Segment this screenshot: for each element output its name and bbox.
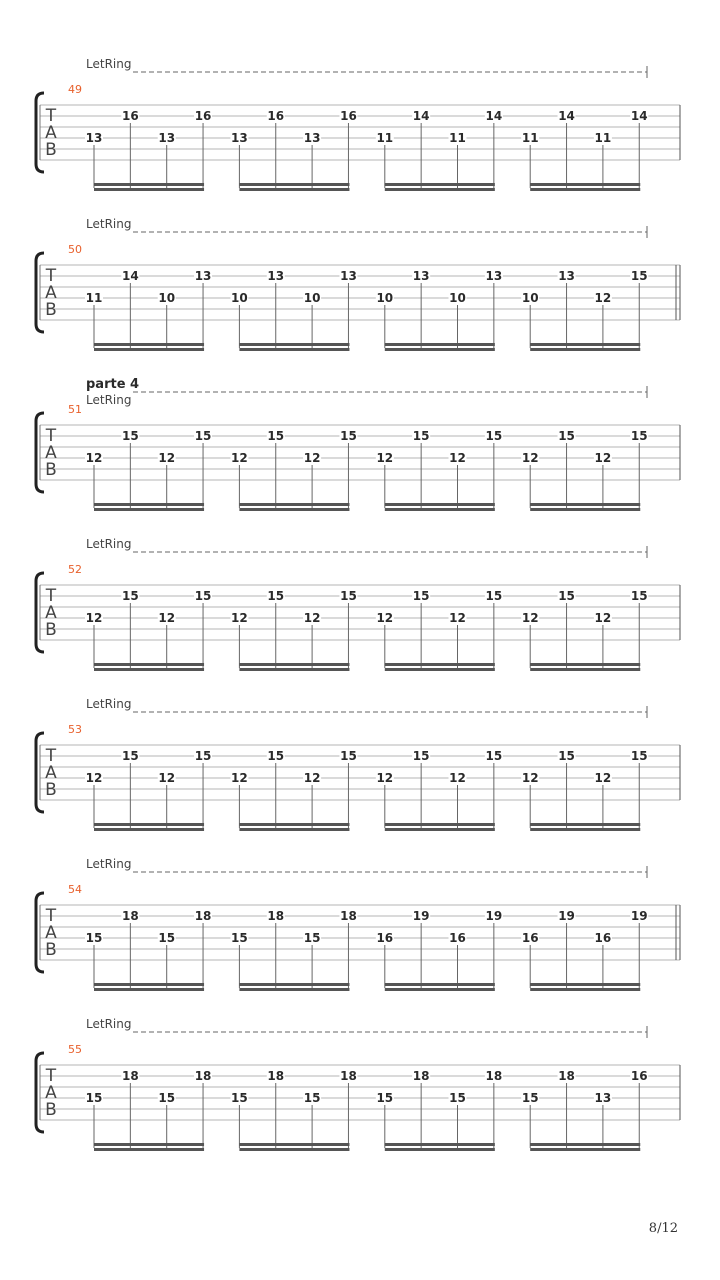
fret-number-high: 14 <box>121 269 139 283</box>
fret-number-high: 14 <box>485 109 503 123</box>
fret-number-high: 15 <box>558 429 575 443</box>
beam-secondary <box>94 188 204 191</box>
fret-number-high: 15 <box>267 589 285 603</box>
letring-label: LetRing <box>86 393 132 407</box>
measure-number: 54 <box>68 883 82 896</box>
fret-number-low: 12 <box>85 451 103 465</box>
beam-primary <box>94 1143 204 1146</box>
fret-number-low: 16 <box>594 931 612 945</box>
measure-number: 50 <box>68 243 82 256</box>
tab-clef-letter: B <box>45 1100 57 1120</box>
fret-number-high: 18 <box>340 1069 357 1083</box>
letring-label: LetRing <box>86 857 132 871</box>
beam-secondary <box>385 188 495 191</box>
fret-number-low: 12 <box>303 611 321 625</box>
beam-primary <box>239 663 349 666</box>
fret-number-low: 12 <box>449 611 466 625</box>
fret-number-high: 15 <box>412 589 430 603</box>
beam-primary <box>530 1143 640 1146</box>
beam-primary <box>385 1143 495 1146</box>
beam-secondary <box>385 508 495 511</box>
measure-number: 49 <box>68 83 82 96</box>
beam-secondary <box>530 1148 640 1151</box>
beam-secondary <box>94 1148 204 1151</box>
tab-clef-letter: T <box>45 586 57 606</box>
fret-number-high: 15 <box>121 429 139 443</box>
fret-number-high: 15 <box>558 589 575 603</box>
tab-system <box>36 697 680 831</box>
fret-number-high: 19 <box>630 909 648 923</box>
tab-system <box>36 377 680 511</box>
fret-number-low: 12 <box>158 611 176 625</box>
fret-number-high: 15 <box>340 589 357 603</box>
beam-secondary <box>239 348 349 351</box>
letring-label: LetRing <box>86 1017 132 1031</box>
fret-number-high: 18 <box>121 1069 139 1083</box>
fret-number-high: 15 <box>340 429 357 443</box>
letring-label: LetRing <box>86 537 132 551</box>
beam-secondary <box>239 1148 349 1151</box>
fret-number-high: 15 <box>630 749 648 763</box>
fret-number-high: 13 <box>267 269 285 283</box>
fret-number-high: 18 <box>121 909 139 923</box>
fret-number-low: 15 <box>158 931 176 945</box>
fret-number-low: 12 <box>231 611 248 625</box>
fret-number-high: 18 <box>340 909 357 923</box>
tab-system <box>36 57 680 191</box>
fret-number-high: 16 <box>194 109 212 123</box>
beam-primary <box>385 983 495 986</box>
beam-secondary <box>239 668 349 671</box>
beam-secondary <box>94 348 204 351</box>
fret-number-low: 10 <box>449 291 466 305</box>
tab-clef-letter: B <box>45 940 57 960</box>
beam-primary <box>239 983 349 986</box>
fret-number-high: 13 <box>485 269 503 283</box>
fret-number-low: 12 <box>449 451 466 465</box>
beam-primary <box>385 823 495 826</box>
fret-number-high: 15 <box>485 589 503 603</box>
letring-label: LetRing <box>86 57 132 71</box>
fret-number-low: 15 <box>231 931 248 945</box>
tab-clef-letter: A <box>45 923 57 943</box>
fret-number-low: 13 <box>231 131 248 145</box>
fret-number-low: 12 <box>521 611 539 625</box>
fret-number-low: 15 <box>303 931 321 945</box>
fret-number-high: 18 <box>267 909 285 923</box>
fret-number-low: 12 <box>158 451 176 465</box>
page-number: 8/12 <box>648 1221 678 1236</box>
fret-number-high: 13 <box>412 269 430 283</box>
beam-secondary <box>94 508 204 511</box>
beam-secondary <box>385 348 495 351</box>
fret-number-high: 19 <box>412 909 430 923</box>
tab-clef-letter: A <box>45 1083 57 1103</box>
beam-secondary <box>385 988 495 991</box>
fret-number-low: 16 <box>449 931 466 945</box>
beam-primary <box>385 183 495 186</box>
tab-clef-letter: A <box>45 603 57 623</box>
fret-number-low: 12 <box>594 291 612 305</box>
fret-number-high: 15 <box>412 429 430 443</box>
fret-number-high: 14 <box>630 109 648 123</box>
fret-number-low: 15 <box>158 1091 176 1105</box>
fret-number-low: 12 <box>376 451 394 465</box>
letring-label: LetRing <box>86 697 132 711</box>
fret-number-low: 15 <box>85 931 103 945</box>
fret-number-low: 10 <box>521 291 539 305</box>
measure-number: 53 <box>68 723 82 736</box>
beam-secondary <box>385 1148 495 1151</box>
beam-primary <box>239 183 349 186</box>
fret-number-high: 15 <box>340 749 357 763</box>
fret-number-high: 15 <box>194 589 212 603</box>
beam-primary <box>239 823 349 826</box>
fret-number-low: 12 <box>303 451 321 465</box>
tab-clef-letter: T <box>45 1066 57 1086</box>
fret-number-low: 10 <box>158 291 176 305</box>
beam-secondary <box>530 508 640 511</box>
beam-primary <box>530 663 640 666</box>
tab-clef-letter: T <box>45 266 57 286</box>
fret-number-low: 12 <box>158 771 176 785</box>
fret-number-low: 12 <box>303 771 321 785</box>
fret-number-low: 12 <box>231 771 248 785</box>
fret-number-high: 19 <box>485 909 503 923</box>
fret-number-high: 15 <box>485 429 503 443</box>
beam-primary <box>94 823 204 826</box>
fret-number-high: 13 <box>558 269 575 283</box>
fret-number-low: 12 <box>85 611 103 625</box>
fret-number-high: 15 <box>121 749 139 763</box>
beam-primary <box>94 183 204 186</box>
fret-number-low: 12 <box>376 771 394 785</box>
fret-number-high: 15 <box>630 269 648 283</box>
fret-number-low: 12 <box>521 451 539 465</box>
fret-number-low: 12 <box>594 611 612 625</box>
beam-primary <box>239 343 349 346</box>
beam-secondary <box>239 188 349 191</box>
fret-number-low: 12 <box>594 771 612 785</box>
beam-primary <box>94 663 204 666</box>
beam-secondary <box>239 828 349 831</box>
fret-number-low: 11 <box>85 291 103 305</box>
beam-secondary <box>239 988 349 991</box>
fret-number-low: 11 <box>449 131 466 145</box>
beam-primary <box>530 503 640 506</box>
beam-primary <box>94 343 204 346</box>
fret-number-high: 15 <box>121 589 139 603</box>
fret-number-low: 16 <box>376 931 394 945</box>
fret-number-low: 10 <box>376 291 394 305</box>
fret-number-low: 11 <box>594 131 612 145</box>
fret-number-low: 12 <box>594 451 612 465</box>
fret-number-low: 12 <box>231 451 248 465</box>
fret-number-low: 11 <box>521 131 539 145</box>
tab-clef-letter: A <box>45 443 57 463</box>
fret-number-low: 12 <box>376 611 394 625</box>
fret-number-low: 15 <box>303 1091 321 1105</box>
beam-primary <box>530 343 640 346</box>
fret-number-high: 16 <box>267 109 285 123</box>
section-label: parte 4 <box>86 377 140 392</box>
beam-primary <box>385 343 495 346</box>
fret-number-high: 16 <box>121 109 139 123</box>
tab-clef-letter: B <box>45 780 57 800</box>
fret-number-high: 15 <box>630 589 648 603</box>
fret-number-high: 15 <box>558 749 575 763</box>
fret-number-high: 13 <box>340 269 357 283</box>
fret-number-low: 12 <box>521 771 539 785</box>
tab-system <box>36 537 680 671</box>
tab-clef-letter: T <box>45 906 57 926</box>
beam-secondary <box>530 828 640 831</box>
beam-secondary <box>239 508 349 511</box>
fret-number-low: 10 <box>303 291 321 305</box>
fret-number-high: 15 <box>194 429 212 443</box>
fret-number-high: 14 <box>412 109 430 123</box>
tab-clef-letter: T <box>45 106 57 126</box>
fret-number-high: 15 <box>412 749 430 763</box>
beam-secondary <box>530 988 640 991</box>
tab-system <box>36 217 680 351</box>
fret-number-high: 15 <box>630 429 648 443</box>
beam-primary <box>239 503 349 506</box>
fret-number-high: 16 <box>340 109 357 123</box>
fret-number-high: 15 <box>194 749 212 763</box>
fret-number-low: 15 <box>231 1091 248 1105</box>
measure-number: 51 <box>68 403 82 416</box>
fret-number-low: 15 <box>449 1091 466 1105</box>
tab-system <box>36 857 680 991</box>
tab-clef-letter: A <box>45 123 57 143</box>
beam-secondary <box>530 668 640 671</box>
tab-clef-letter: T <box>45 426 57 446</box>
fret-number-high: 18 <box>267 1069 285 1083</box>
beam-primary <box>94 983 204 986</box>
beam-primary <box>385 503 495 506</box>
tab-clef-letter: B <box>45 300 57 320</box>
fret-number-low: 16 <box>521 931 539 945</box>
fret-number-low: 11 <box>376 131 394 145</box>
fret-number-high: 18 <box>485 1069 503 1083</box>
fret-number-low: 15 <box>85 1091 103 1105</box>
measure-number: 52 <box>68 563 82 576</box>
tab-clef-letter: B <box>45 620 57 640</box>
fret-number-low: 13 <box>303 131 321 145</box>
fret-number-low: 12 <box>449 771 466 785</box>
fret-number-high: 15 <box>267 749 285 763</box>
beam-secondary <box>530 188 640 191</box>
tab-clef-letter: B <box>45 460 57 480</box>
tab-clef-letter: A <box>45 763 57 783</box>
fret-number-low: 10 <box>231 291 248 305</box>
tab-clef-letter: T <box>45 746 57 766</box>
beam-primary <box>530 823 640 826</box>
beam-secondary <box>94 988 204 991</box>
beam-secondary <box>385 668 495 671</box>
beam-primary <box>530 983 640 986</box>
letring-label: LetRing <box>86 217 132 231</box>
fret-number-high: 19 <box>558 909 575 923</box>
beam-secondary <box>94 668 204 671</box>
fret-number-high: 14 <box>558 109 575 123</box>
beam-secondary <box>385 828 495 831</box>
beam-primary <box>530 183 640 186</box>
fret-number-high: 18 <box>194 909 212 923</box>
tab-clef-letter: B <box>45 140 57 160</box>
fret-number-low: 12 <box>85 771 103 785</box>
fret-number-high: 15 <box>485 749 503 763</box>
beam-secondary <box>530 348 640 351</box>
measure-number: 55 <box>68 1043 82 1056</box>
tab-system <box>36 1017 680 1151</box>
fret-number-high: 18 <box>194 1069 212 1083</box>
fret-number-low: 15 <box>376 1091 394 1105</box>
fret-number-high: 16 <box>630 1069 648 1083</box>
fret-number-high: 15 <box>267 429 285 443</box>
fret-number-low: 15 <box>521 1091 539 1105</box>
fret-number-high: 18 <box>412 1069 430 1083</box>
beam-primary <box>94 503 204 506</box>
fret-number-low: 13 <box>158 131 176 145</box>
beam-secondary <box>94 828 204 831</box>
fret-number-low: 13 <box>594 1091 612 1105</box>
fret-number-high: 13 <box>194 269 212 283</box>
fret-number-low: 13 <box>85 131 103 145</box>
fret-number-high: 18 <box>558 1069 575 1083</box>
beam-primary <box>239 1143 349 1146</box>
beam-primary <box>385 663 495 666</box>
tab-clef-letter: A <box>45 283 57 303</box>
